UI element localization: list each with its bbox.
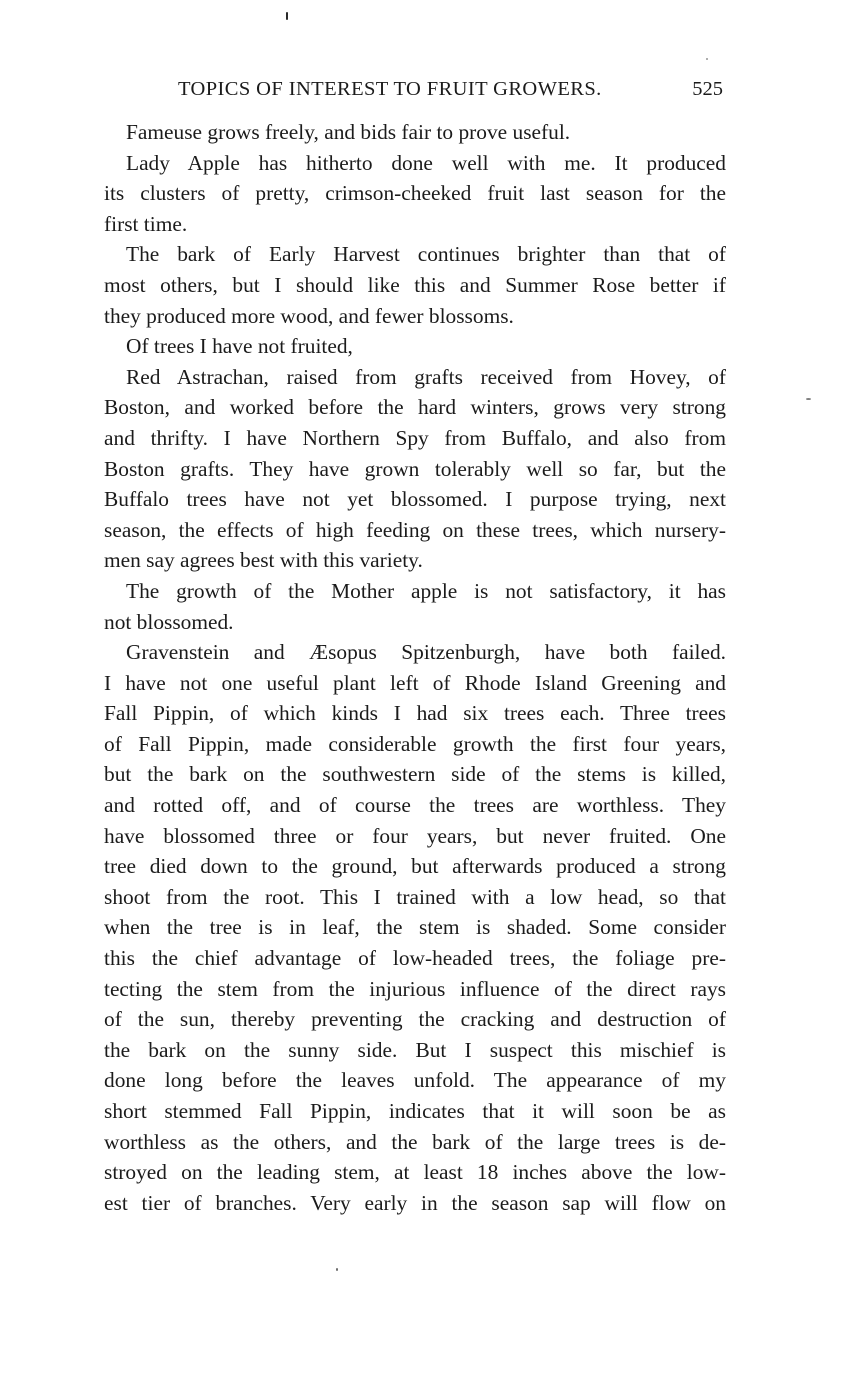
text-line: when the tree is in leaf, the stem is shaded. Some consider (104, 915, 726, 940)
text-line: its clusters of pretty, crimson-cheeked fruit last season for the (104, 181, 726, 206)
scan-speck (706, 58, 708, 60)
page-header (178, 78, 723, 108)
text-line: first time. (104, 211, 188, 236)
text-line: they produced more wood, and fewer blossoms. (104, 303, 514, 328)
text-line: of Fall Pippin, made considerable growth the first four years, (104, 731, 726, 756)
text-line: Red Astrachan, raised from grafts received from Hovey, of (126, 364, 726, 389)
text-line: of the sun, thereby preventing the cracking and destruction of (104, 1007, 726, 1032)
text-line: tree died down to the ground, but afterwards produced a strong (104, 854, 726, 879)
text-line: season, the effects of high feeding on these trees, which nursery- (104, 517, 726, 542)
text-line: worthless as the others, and the bark of the large trees is de- (104, 1129, 726, 1154)
text-line: Boston grafts. They have grown tolerably well so far, but the (104, 456, 726, 481)
text-line: Lady Apple has hitherto done well with me. It produced (126, 150, 726, 175)
text-line: Gravenstein and Æsopus Spitzenburgh, have both failed. (126, 640, 726, 665)
text-line: but the bark on the southwestern side of the stems is killed, (104, 762, 726, 787)
text-line: Fameuse grows freely, and bids fair to prove useful. (126, 120, 571, 144)
text-line: done long before the leaves unfold. The appearance of my (104, 1068, 726, 1093)
body-text (104, 117, 726, 1218)
text-line: Fall Pippin, of which kinds I had six trees each. Three trees (104, 701, 726, 726)
text-line: The growth of the Mother apple is not satisfactory, it has (126, 578, 726, 603)
text-line: men say agrees best with this variety. (104, 548, 423, 573)
text-line: The bark of Early Harvest continues brighter than that of (126, 242, 726, 267)
text-line: Boston, and worked before the hard winters, grows very strong (104, 395, 726, 420)
scan-speck (336, 1268, 338, 1271)
scan-speck (286, 12, 288, 20)
text-line: have blossomed three or four years, but never fruited. One (104, 823, 726, 848)
text-line: the bark on the sunny side. But I suspect this mischief is (104, 1037, 726, 1062)
page-number: 525 (692, 78, 723, 100)
running-head: TOPICS OF INTEREST TO FRUIT GROWERS. (178, 78, 602, 100)
text-line: not blossomed. (104, 609, 234, 634)
text-line: shoot from the root. This I trained with a low head, so that (104, 884, 726, 909)
text-line: and thrifty. I have Northern Spy from Buffalo, and also from (104, 425, 726, 450)
text-line: this the chief advantage of low-headed trees, the foliage pre- (104, 946, 726, 971)
text-line: and rotted off, and of course the trees are worthless. They (104, 793, 726, 818)
text-line: stroyed on the leading stem, at least 18 inches above the low- (104, 1160, 726, 1185)
text-line: Of trees I have not fruited, (126, 334, 353, 359)
text-line: est tier of branches. Very early in the season sap will flow on (104, 1190, 726, 1215)
text-line: Buffalo trees have not yet blossomed. I purpose trying, next (104, 487, 726, 512)
text-line: I have not one useful plant left of Rhode Island Greening and (104, 670, 726, 695)
text-line: most others, but I should like this and Summer Rose better if (104, 272, 726, 297)
text-line: short stemmed Fall Pippin, indicates that it will soon be as (104, 1099, 726, 1123)
scan-speck (806, 398, 811, 400)
text-line: tecting the stem from the injurious influence of the direct rays (104, 976, 726, 1001)
